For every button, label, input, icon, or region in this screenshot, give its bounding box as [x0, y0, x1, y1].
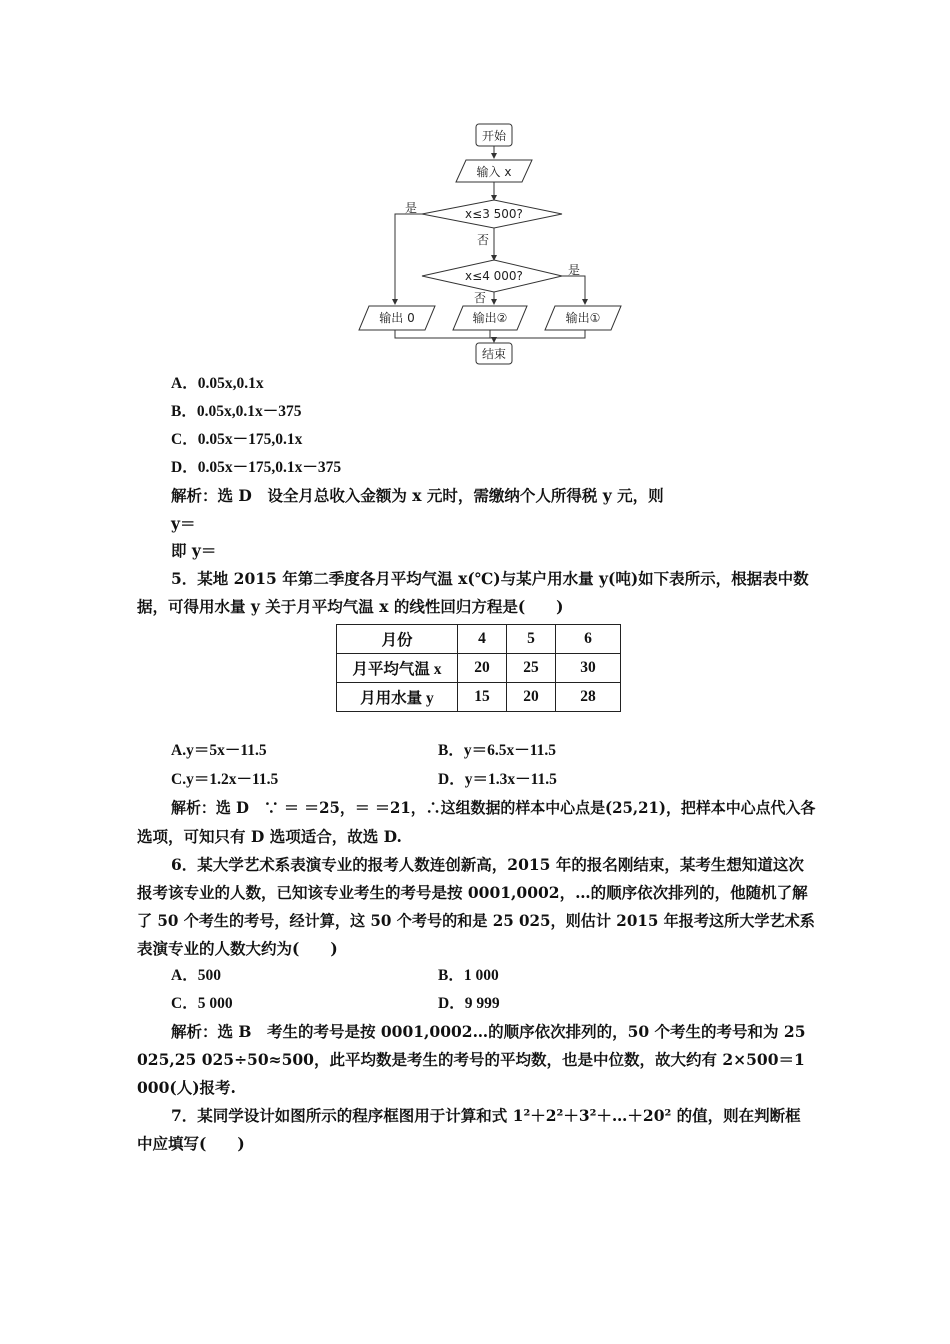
- tax-flowchart: [355, 118, 625, 368]
- table-cell: 30: [556, 654, 621, 683]
- q5-stem-line-2: 据，可得用水量 y 关于月平均气温 x 的线性回归方程是( ): [137, 597, 564, 616]
- q6-option-c: C．5 000: [171, 995, 233, 1012]
- q6-option-b: B．1 000: [438, 967, 499, 984]
- flow-no-1-label: 否: [476, 233, 490, 247]
- table-cell: 月平均气温 x: [337, 654, 458, 683]
- q6-stem-line-1: 6．某大学艺术系表演专业的报考人数连创新高，2015 年的报名刚结束，某考生想知道这次: [171, 855, 804, 874]
- flow-input-label: 输入 x: [476, 165, 512, 179]
- q7-stem-line-2: 中应填写( ): [137, 1134, 245, 1153]
- table-cell: 月用水量 y: [337, 683, 458, 712]
- q4-option-b: B．0.05x,0.1x－375: [171, 403, 302, 420]
- table-cell: 月份: [337, 625, 458, 654]
- q7-stem-line-1: 7．某同学设计如图所示的程序框图用于计算和式 1²＋2²＋3²＋…＋20² 的值，则在判断框: [171, 1106, 801, 1125]
- q4-option-a: A．0.05x,0.1x: [171, 375, 264, 392]
- q6-stem-line-4: 表演专业的人数大约为( ): [137, 939, 338, 958]
- flow-end-label: 结束: [481, 347, 507, 361]
- q5-analysis-line-1: 解析：选 D ∵ ＝ ＝25，＝ ＝21，∴这组数据的样本中心点是(25,21)，把样本中心点代入各: [171, 798, 816, 817]
- flow-output-0-label: 输出 0: [379, 311, 415, 325]
- q5-option-a: A.y＝5x－11.5: [171, 742, 267, 759]
- table-cell: 28: [556, 683, 621, 712]
- table-cell: 15: [458, 683, 507, 712]
- q6-option-a: A．500: [171, 967, 221, 984]
- q5-analysis-line-2: 选项，可知只有 D 选项适合，故选 D.: [137, 827, 402, 846]
- q5-option-b: B．y＝6.5x－11.5: [438, 742, 556, 759]
- q6-analysis-line-1: 解析：选 B 考生的考号是按 0001,0002…的顺序依次排列的，50 个考生的考号和为 25: [171, 1022, 806, 1041]
- flow-decision-2-label: x≤4 000?: [465, 269, 523, 283]
- q6-stem-line-2: 报考该专业的人数，已知该专业考生的考号是按 0001,0002，…的顺序依次排列的，他随机了解: [137, 883, 808, 902]
- q4-analysis: 解析：选 D 设全月总收入金额为 x 元时，需缴纳个人所得税 y 元，则: [171, 486, 664, 505]
- q6-analysis-line-2: 025,25 025÷50≈500，此平均数是考生的考号的平均数，也是中位数，故大约有 2×500＝1: [137, 1050, 805, 1069]
- q5-data-table: [336, 624, 621, 712]
- q5-stem-line-1: 5．某地 2015 年第二季度各月平均气温 x(℃)与某户用水量 y(吨)如下表所示，根据表中数: [171, 569, 809, 588]
- table-row: [337, 625, 621, 654]
- table-cell: 4: [458, 625, 507, 654]
- q6-option-d: D．9 999: [438, 995, 500, 1012]
- table-cell: 5: [507, 625, 556, 654]
- q6-analysis-line-3: 000(人)报考.: [137, 1078, 236, 1097]
- table-cell: 25: [507, 654, 556, 683]
- flow-yes-2-label: 是: [567, 263, 581, 277]
- q4-ji-line: 即 y＝: [171, 541, 217, 560]
- q5-option-c: C.y＝1.2x－11.5: [171, 771, 279, 788]
- table-row: [337, 654, 621, 683]
- flow-output-1-label: 输出①: [565, 311, 601, 325]
- flow-start-label: 开始: [481, 129, 507, 143]
- flow-decision-1-label: x≤3 500?: [465, 207, 523, 221]
- table-cell: 6: [556, 625, 621, 654]
- q4-option-d: D．0.05x－175,0.1x－375: [171, 459, 342, 476]
- q4-y-eq: y＝: [171, 514, 196, 533]
- table-cell: 20: [458, 654, 507, 683]
- q4-option-c: C．0.05x－175,0.1x: [171, 431, 303, 448]
- table-cell: 20: [507, 683, 556, 712]
- q6-stem-line-3: 了 50 个考生的考号，经计算，这 50 个考号的和是 25 025，则估计 2015 年报考这所大学艺术系: [137, 911, 815, 930]
- flow-no-2-label: 否: [473, 291, 487, 305]
- q5-option-d: D．y＝1.3x－11.5: [438, 771, 557, 788]
- flow-yes-1-label: 是: [404, 201, 418, 215]
- table-row: [337, 683, 621, 712]
- flow-output-2-label: 输出②: [472, 311, 508, 325]
